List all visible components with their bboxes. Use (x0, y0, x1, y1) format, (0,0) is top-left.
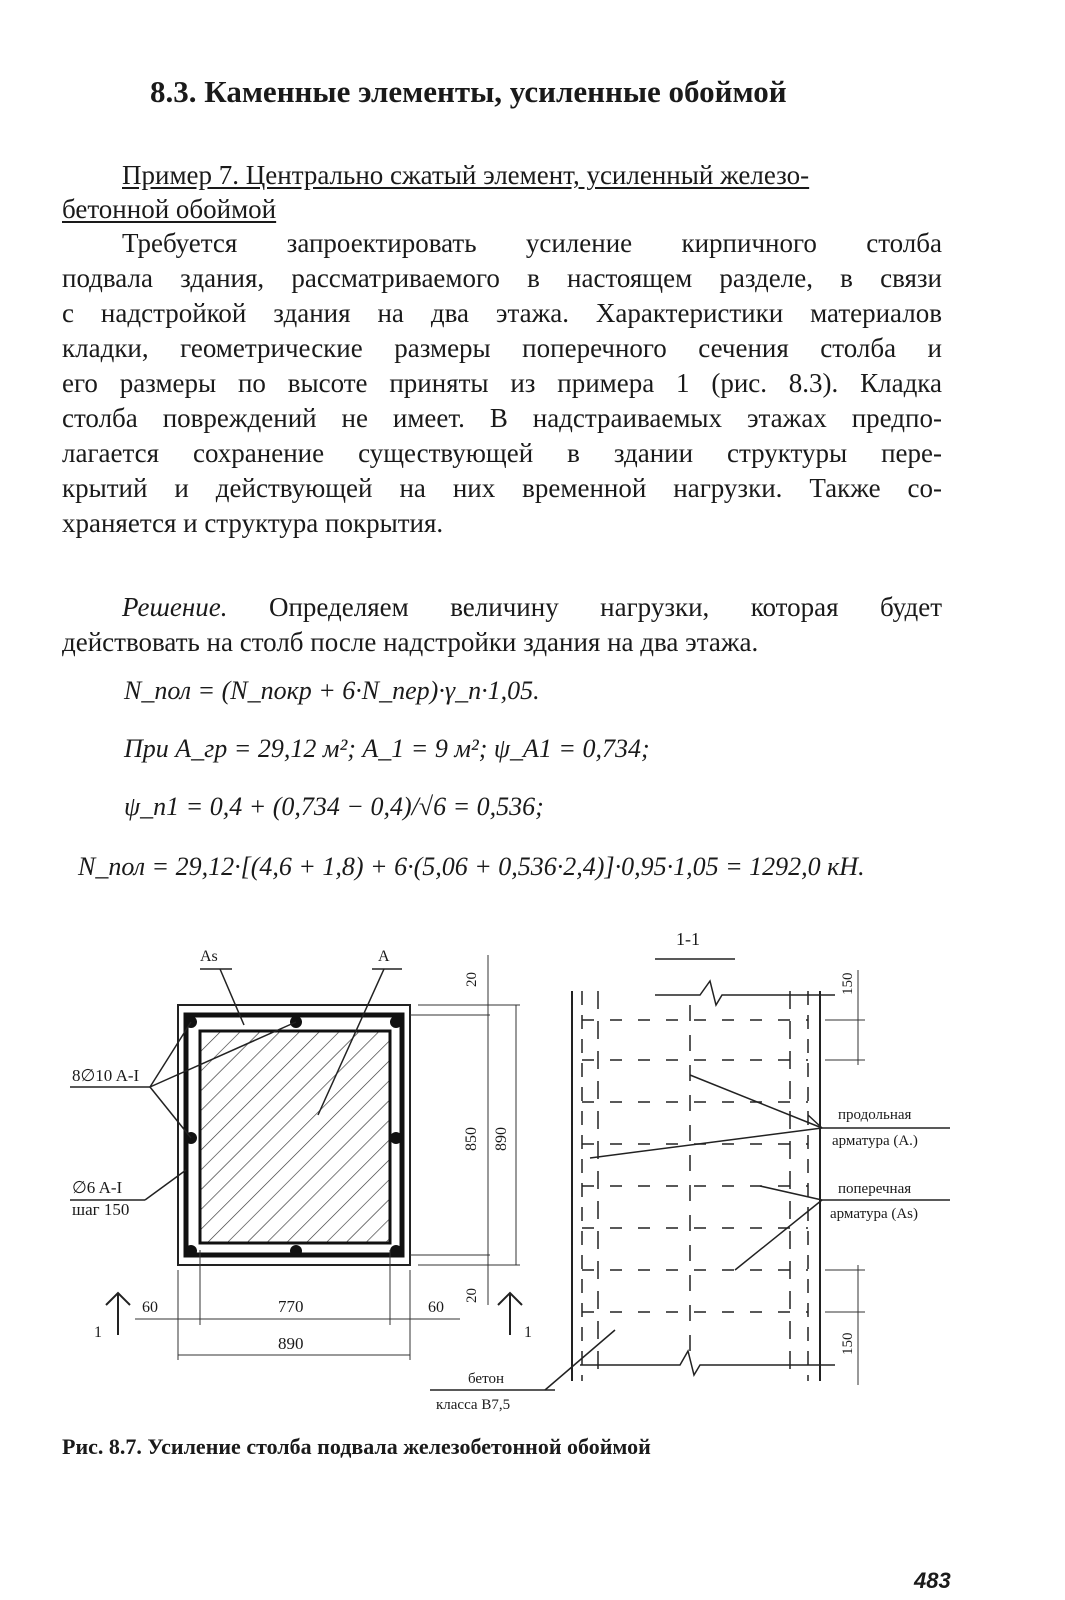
rebar-dot (390, 1016, 402, 1028)
dim-outer-width: 890 (278, 1334, 304, 1353)
text-line: крытий и действующей на них временной нагрузки. Также со- (62, 473, 942, 503)
dim-pitch-top: 150 (840, 972, 856, 995)
solution-line1: Определяем величину нагрузки, которая будет (268, 592, 943, 622)
text-line: лагается сохранение существующей в здании структуры пере- (62, 438, 942, 468)
dim-inner-height: 850 (463, 1127, 480, 1151)
label-a: A (378, 948, 390, 965)
dim-left: 60 (142, 1299, 158, 1316)
dim-top: 20 (464, 972, 480, 987)
dim-inner-width: 770 (278, 1297, 304, 1316)
text-line: кладки, геометрические размеры поперечного сечения столба и (62, 333, 942, 363)
text-line: действовать на столб после надстройки здания на два этажа. (62, 627, 759, 657)
rebar-dot (290, 1245, 302, 1257)
formula-text: При A_гр = 29,12 м²; A_1 = 9 м²; ψ_A1 = 0,734; (124, 734, 650, 763)
label-bars: 8∅10 A-I (72, 1066, 140, 1085)
figure-caption: Рис. 8.7. Усиление столба подвала железобетонной обоймой (62, 1434, 651, 1459)
label-concrete-1: бетон (468, 1371, 504, 1387)
text-line: его размеры по высоте приняты из примера 1 (рис. 8.3). Кладка (62, 368, 942, 398)
rebar-dot (390, 1132, 402, 1144)
example-title (62, 158, 942, 226)
dim-pitch-bottom: 150 (840, 1332, 856, 1355)
section-heading: 8.3. Каменные элементы, усиленные обоймой (150, 74, 787, 109)
formula-result (78, 852, 865, 882)
example-title-line2: бетонной обоймой (62, 194, 277, 224)
label-transverse-1: поперечная (838, 1181, 912, 1197)
text-line (62, 590, 942, 625)
text-line: столба повреждений не имеет. В надстраиваемых этажах предпо- (62, 403, 942, 433)
label-stirrup: ∅6 A-I (72, 1178, 123, 1197)
label-longitudinal-2: арматура (A.) (832, 1133, 918, 1149)
section-label: 1-1 (676, 929, 700, 949)
text-line: подвала здания, рассматриваемого в настоящем разделе, в связи (62, 263, 942, 293)
dim-outer-height: 890 (493, 1127, 510, 1151)
rebar-dot (390, 1245, 402, 1257)
formula-areas (124, 734, 650, 764)
dim-bottom: 20 (464, 1288, 480, 1303)
formula-text: N_пол = (N_покр + 6·N_пер)·γ_n·1,05. (124, 676, 540, 705)
text-line: с надстройкой здания на два этажа. Характеристики материалов (62, 298, 942, 328)
label-longitudinal-1: продольная (838, 1107, 912, 1123)
elevation-section (430, 929, 950, 1413)
cut-mark-left: 1 (94, 1324, 102, 1341)
brick-pillar (200, 1031, 390, 1243)
cross-section (70, 948, 532, 1360)
cut-mark-right: 1 (524, 1324, 532, 1341)
text-line: Требуется запроектировать усиление кирпичного столба (122, 228, 942, 258)
formula-text: ψ_n1 = 0,4 + (0,734 − 0,4)/√6 = 0,536; (124, 792, 544, 821)
dim-right: 60 (428, 1299, 444, 1316)
rebar-dot (185, 1245, 197, 1257)
formula-psi (124, 792, 544, 822)
label-pitch: шаг 150 (72, 1200, 130, 1219)
solution-lead: Решение. (122, 592, 228, 622)
example-title-line1: Пример 7. Центрально сжатый элемент, усиленный железо- (122, 160, 810, 190)
reinforcement-figure (0, 915, 1065, 1425)
problem-statement (62, 226, 942, 541)
solution-paragraph (62, 590, 942, 660)
label-concrete-2: класса В7,5 (436, 1397, 511, 1413)
label-transverse-2: арматура (As) (830, 1206, 919, 1222)
page-number: 483 (914, 1568, 951, 1593)
text-line: храняется и структура покрытия. (62, 508, 444, 538)
label-as: As (200, 948, 218, 965)
stirrups (582, 1020, 808, 1312)
formula-load (124, 676, 540, 706)
formula-text: N_пол = 29,12·[(4,6 + 1,8) + 6·(5,06 + 0,536·2,4)]·0,95·1,05 = 1292,0 кН. (78, 852, 865, 881)
